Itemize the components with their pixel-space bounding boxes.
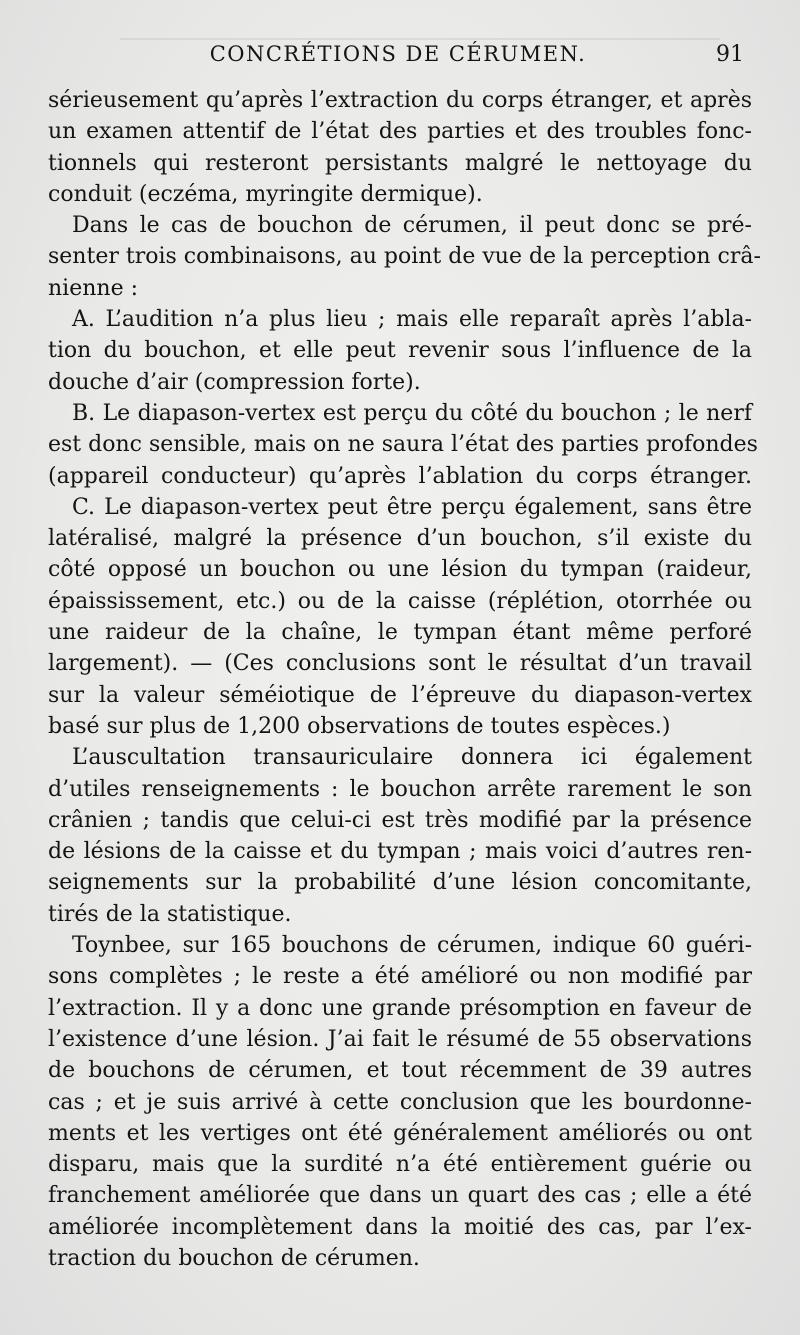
text-line: traction du bouchon de cérumen. bbox=[48, 1245, 420, 1271]
text-line: ments et les vertiges ont été généralement améliorés ou ont bbox=[48, 1120, 752, 1146]
text-line: disparu, mais que la surdité n’a été entièrement guérie ou bbox=[48, 1152, 752, 1178]
text-line: nienne : bbox=[48, 275, 138, 301]
text-line: douche d’air (compression forte). bbox=[48, 369, 421, 395]
text-line: l’existence d’une lésion. J’ai fait le résumé de 55 observations bbox=[48, 1026, 752, 1052]
text-line: senter trois combinaisons, au point de vue de la perception crâ- bbox=[48, 244, 761, 270]
text-line: un examen attentif de l’état des parties et des troubles fonc- bbox=[48, 119, 752, 145]
text-line: latéralisé, malgré la présence d’un bouchon, s’il existe du bbox=[48, 526, 752, 552]
text-line: largement). — (Ces conclusions sont le résultat d’un travail bbox=[48, 651, 752, 677]
text-line: tion du bouchon, et elle peut revenir sous l’influence de la bbox=[48, 338, 752, 364]
text-line: cas ; et je suis arrivé à cette conclusion que les bourdonne- bbox=[48, 1089, 752, 1115]
text-line: de lésions de la caisse et du tympan ; mais voici d’autres ren- bbox=[48, 839, 752, 865]
text-line: A. L’audition n’a plus lieu ; mais elle reparaît après l’abla- bbox=[72, 307, 752, 333]
text-line: l’extraction. Il y a donc une grande présomption en faveur de bbox=[48, 995, 752, 1021]
running-title: CONCRÉTIONS DE CÉRUMEN. bbox=[209, 42, 587, 66]
text-line: B. Le diapason-vertex est perçu du côté du bouchon ; le nerf bbox=[72, 400, 752, 426]
text-line: (appareil conducteur) qu’après l’ablation du corps étranger. bbox=[48, 463, 752, 489]
text-line: sérieusement qu’après l’extraction du corps étranger, et après bbox=[48, 88, 752, 113]
text-line: est donc sensible, mais on ne saura l’état des parties profondes bbox=[48, 432, 758, 458]
text-line: L’auscultation transauriculaire donnera ici également bbox=[72, 745, 752, 771]
text-line: Toynbee, sur 165 bouchons de cérumen, indique 60 guéri- bbox=[72, 933, 752, 959]
text-line: tionnels qui resteront persistants malgré le nettoyage du bbox=[48, 150, 752, 176]
text-line: de bouchons de cérumen, et tout récemment de 39 autres bbox=[48, 1058, 752, 1084]
page-number: 91 bbox=[716, 42, 744, 67]
running-head bbox=[48, 40, 748, 76]
body-text bbox=[48, 85, 761, 1274]
text-line: tirés de la statistique. bbox=[48, 901, 292, 927]
text-line: améliorée incomplètement dans la moitié des cas, par l’ex- bbox=[48, 1214, 752, 1240]
text-line: épaississement, etc.) ou de la caisse (réplétion, otorrhée ou bbox=[48, 588, 752, 614]
text-line: d’utiles renseignements : le bouchon arrête rarement le son bbox=[48, 776, 752, 802]
text-line: C. Le diapason-vertex peut être perçu également, sans être bbox=[72, 494, 752, 520]
text-line: Dans le cas de bouchon de cérumen, il peut donc se pré- bbox=[72, 213, 752, 239]
text-line: conduit (eczéma, myringite dermique). bbox=[48, 181, 483, 207]
text-line: sons complètes ; le reste a été amélioré ou non modifié par bbox=[48, 964, 752, 990]
text-line: crânien ; tandis que celui-ci est très modifié par la présence bbox=[48, 807, 752, 833]
text-line: côté opposé un bouchon ou une lésion du tympan (raideur, bbox=[48, 557, 752, 583]
text-line: sur la valeur séméiotique de l’épreuve du diapason-vertex bbox=[48, 682, 752, 708]
text-line: une raideur de la chaîne, le tympan étant même perforé bbox=[48, 620, 752, 646]
text-line: franchement améliorée que dans un quart des cas ; elle a été bbox=[48, 1183, 752, 1209]
text-line: seignements sur la probabilité d’une lésion concomitante, bbox=[48, 870, 752, 896]
text-line: basé sur plus de 1,200 observations de toutes espèces.) bbox=[48, 713, 671, 739]
